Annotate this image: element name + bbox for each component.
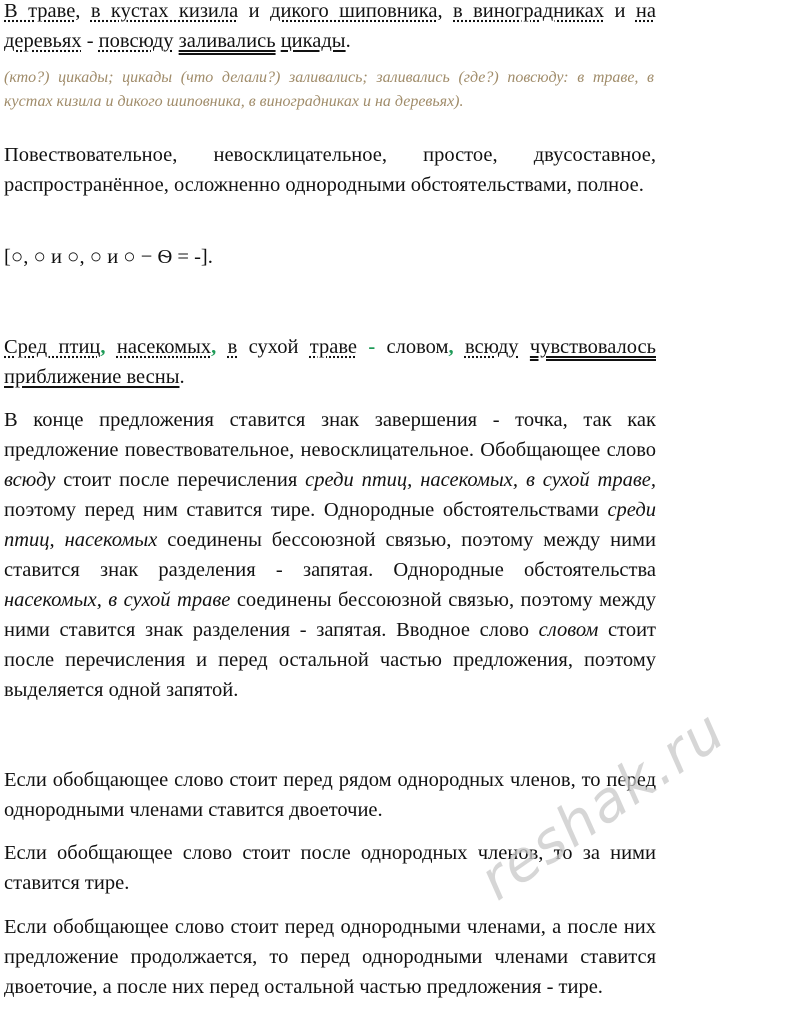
rule-2: Если обобщающее слово стоит после однородных членов, то за ними ставится тире. <box>4 842 656 894</box>
homogeneous-member: на деревьях <box>4 0 656 52</box>
space <box>519 336 530 358</box>
period: . <box>345 30 351 52</box>
comma-mark: , <box>448 336 454 358</box>
generalizing-word: повсюду <box>98 30 174 52</box>
period: . <box>179 366 185 388</box>
generalizing-word: всюду <box>464 336 519 358</box>
homogeneous-member: насекомых <box>116 336 212 358</box>
analyzed-sentence-1 <box>4 0 656 56</box>
comma-mark: , <box>100 336 106 358</box>
subject: приближение весны <box>4 366 180 388</box>
space <box>216 336 227 358</box>
text: В конце предложения ставится знак завершения - точка, так как предложение повествовательное, невосклицательное. Обобщающее слово <box>4 409 656 461</box>
space <box>357 336 368 358</box>
italic-term: насекомых, в сухой траве <box>4 589 231 611</box>
homogeneous-member: в <box>227 336 238 358</box>
text: поэтому перед ним ставится тире. Однородные обстоятельствами <box>4 499 608 521</box>
separator: и <box>238 0 271 22</box>
homogeneous-member: в виноградниках <box>453 0 605 22</box>
text: стоит после перечисления <box>55 469 306 491</box>
watermark-logo: reshak.ru <box>468 697 738 914</box>
text: стоит после перечисления и перед остальной частью предложения, поэтому выделяется одной запятой. <box>4 619 657 701</box>
homogeneous-member: в кустах кизила <box>90 0 239 22</box>
subject: цикады <box>280 30 346 52</box>
homogeneous-member: Сред птиц <box>4 336 101 358</box>
punctuation-explanation <box>4 405 656 705</box>
rule-3: Если обобщающее слово стоит перед однородными членами, а после них предложение продолжается, то перед однородными членами ставится двоеточие, а после них перед остальной частью предложения - тире. <box>4 916 656 998</box>
analyzed-sentence-2 <box>4 332 656 392</box>
plain-text: сухой <box>237 336 310 358</box>
italic-term: всюду <box>4 469 56 491</box>
question-note: (кто?) цикады; цикады (что делали?) заливались; заливались (где?) повсюду: в траве, в кустах кизила и дикого шиповника, в виноградниках и на деревьях). <box>4 69 654 110</box>
dash-mark: - <box>368 336 376 358</box>
separator: и <box>604 0 636 22</box>
introductory-word: словом <box>375 336 449 358</box>
text: соединены бессоюзной связью, поэтому между ними ставится знак разделения - запятая. Однородные обстоятельства <box>4 529 656 581</box>
italic-term: словом <box>538 619 599 641</box>
predicate: заливались <box>178 30 276 52</box>
homogeneous-member: дикого шиповника <box>270 0 438 22</box>
homogeneous-member: траве <box>309 336 357 358</box>
sentence-characteristic: Повествовательное, невосклицательное, простое, двусоставное, распространённое, осложненно однородными обстоятельствами, полное. <box>4 144 656 196</box>
space <box>106 336 117 358</box>
separator: , <box>75 0 91 22</box>
predicate: чувствовалось <box>529 336 656 358</box>
italic-term: среди птиц, насекомых, в сухой траве, <box>305 469 656 491</box>
separator: , <box>437 0 454 22</box>
comma-mark: , <box>211 336 217 358</box>
rule-1: Если обобщающее слово стоит перед рядом однородных членов, то перед однородными членами ставится двоеточие. <box>4 769 656 821</box>
sentence-scheme: [○, ○ и ○, ○ и ○ − Ѳ = -]. <box>4 246 213 268</box>
homogeneous-member: В траве <box>4 0 76 22</box>
text: соединены бессоюзной связью, поэтому между ними ставится знак разделения - запятая. Вводное слово <box>4 589 656 641</box>
italic-term: среди птиц, насекомых <box>4 499 656 551</box>
separator: - <box>81 30 99 52</box>
space <box>454 336 465 358</box>
